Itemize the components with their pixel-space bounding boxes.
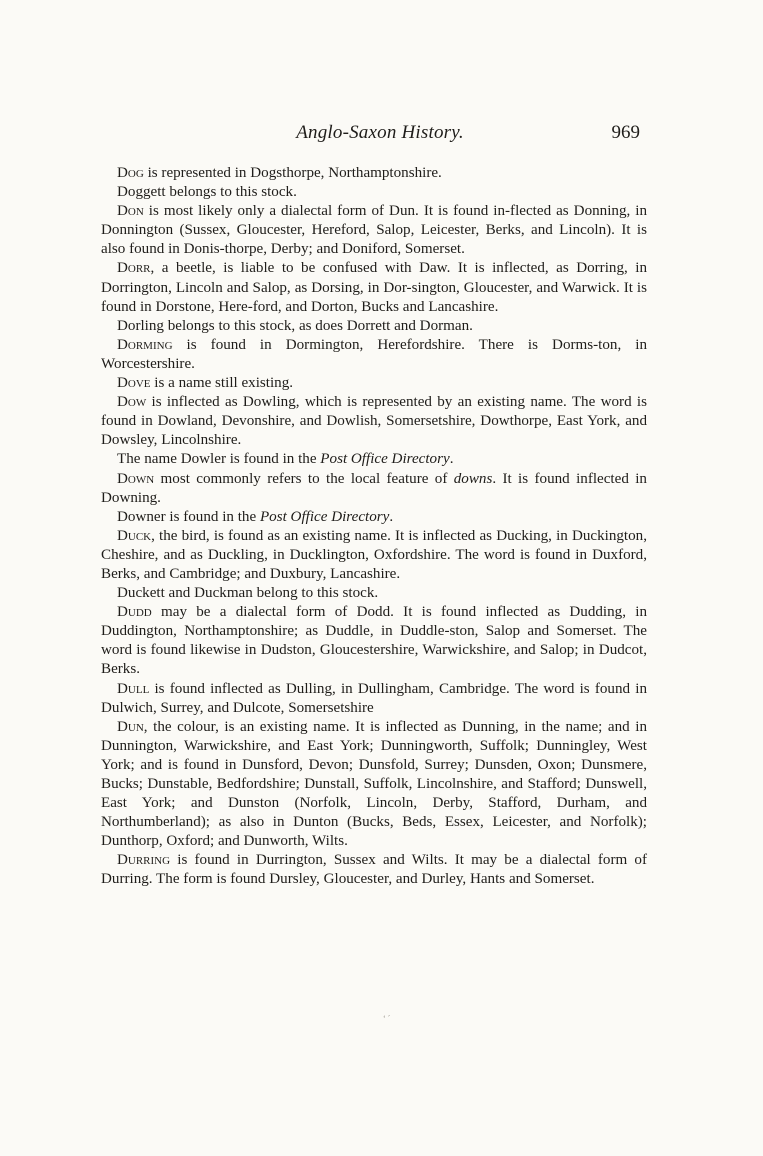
paragraph <box>101 374 647 393</box>
paragraph <box>101 183 647 202</box>
entry-headword: Durring <box>117 852 171 869</box>
paragraph <box>101 164 647 183</box>
paragraph <box>101 450 647 469</box>
paragraph <box>101 718 647 852</box>
paragraph-text: is found in Durrington, Sussex and Wilts. It may be a dialectal form of Durring. The form is found Dursley, Gloucester, and Durley, Hants and Somerset. <box>101 852 647 888</box>
body-text <box>101 164 647 890</box>
entry-headword: Dull <box>117 680 150 697</box>
paragraph <box>101 851 647 889</box>
italic-title: Post Office Directory <box>259 508 390 525</box>
paragraph <box>101 336 647 374</box>
paragraph-text: is found inflected as Dulling, in Dullingham, Cambridge. The word is found in Dulwich, Surrey, and Dulcote, Somersetshire <box>101 680 647 716</box>
entry-headword: Dove <box>117 375 151 392</box>
paragraph-text: Doggett belongs to this stock. <box>117 184 297 201</box>
entry-headword: Dog <box>117 165 144 181</box>
paragraph-text-tail: . It is found inflected in Downing. <box>101 470 647 506</box>
paragraph <box>101 680 647 718</box>
paragraph <box>101 508 647 527</box>
printing-speck: ʻ ˊ <box>383 1014 391 1023</box>
paragraph <box>101 259 647 316</box>
paragraph-text: is inflected as Dowling, which is represented by an existing name. The word is found in Dowland, Devonshire, and Dowlish, Somersetshire, Dowthorpe, East York, and Dowsley, Lincolnshire. <box>101 394 647 449</box>
paragraph <box>101 527 647 584</box>
paragraph-text: most commonly refers to the local feature of <box>154 470 454 487</box>
paragraph <box>101 584 647 603</box>
running-head <box>100 122 660 150</box>
entry-headword: Don <box>117 203 144 220</box>
paragraph-text-tail: . <box>449 451 454 468</box>
paragraph-text: Duckett and Duckman belong to this stock. <box>117 585 379 602</box>
entry-headword: Duck <box>117 527 152 544</box>
paragraph-text: Downer is found in the <box>117 508 260 525</box>
paragraph <box>101 317 647 336</box>
entry-headword: Dun <box>117 718 144 735</box>
paragraph <box>101 470 647 508</box>
italic-word: downs <box>453 470 493 487</box>
entry-headword: Dorming <box>117 336 173 353</box>
entry-headword: Dorr <box>117 260 151 277</box>
page-header-title: Anglo-Saxon History. <box>296 122 464 143</box>
paragraph-text: The name Dowler is found in the <box>117 451 321 468</box>
paragraph-text: Dorling belongs to this stock, as does Dorrett and Dorman. <box>117 317 473 334</box>
paragraph-text: , the bird, is found as an existing name. It is inflected as Ducking, in Duckington, Cheshire, and as Duckling, in Ducklington, Oxfordshire. The word is found in Duxford, Berks, and Cambridge; and Duxbury, Lancashire. <box>101 527 647 582</box>
italic-title: Post Office Directory <box>320 451 450 468</box>
page-number: 969 <box>611 122 640 143</box>
entry-headword: Dudd <box>117 604 152 621</box>
paragraph-text: may be a dialectal form of Dodd. It is found inflected as Dudding, in Duddington, Northamptonshire; as Duddle, in Duddle-ston, Salop and Somerset. The word is found likewise in Dudston, Gloucestershire, Warwickshire, and Salop; in Dudcot, Berks. <box>101 604 647 678</box>
paragraph-text: , the colour, is an existing name. It is inflected as Dunning, in the name; and in Dunnington, Warwickshire, and East York; Dunningworth, Suffolk; Dunningley, West York; and is found in Dunsford, Devon; Dunsfold, Surrey; Dunsden, Oxon; Dunsmere, Bucks; Dunstable, Bedfordshire; Dunstall, Suffolk, Lincolnshire, and Stafford; Dunswell, East York; and Dunston (Norfolk, Lincoln, Derby, Stafford, Durham, and Northumberland); as also in Dunton (Bucks, Beds, Essex, Leicester, and Norfolk); Dunthorp, Oxford; and Dunworth, Wilts. <box>101 718 647 850</box>
paragraph <box>101 603 647 679</box>
paragraph-text: , a beetle, is liable to be confused with Daw. It is inflected, as Dorring, in Dorrington, Lincoln and Salop, as Dorsing, in Dor-sington, Gloucester, and Warwick. It is found in Dorstone, Here-ford, and Dorton, Bucks and Lancashire. <box>101 260 647 315</box>
entry-headword: Dow <box>117 394 147 411</box>
paragraph-text-tail: . <box>389 508 394 525</box>
entry-headword: Down <box>117 470 155 487</box>
paragraph-text: is represented in Dogsthorpe, Northamptonshire. <box>143 165 442 181</box>
paragraph-text: is found in Dormington, Herefordshire. There is Dorms-ton, in Worcestershire. <box>101 336 647 372</box>
paragraph <box>101 393 647 450</box>
paragraph-text: is a name still existing. <box>150 375 294 392</box>
paragraph-text: is most likely only a dialectal form of Dun. It is found in-flected as Donning, in Donnington (Sussex, Gloucester, Hereford, Salop, Leicester, Berks, and Lincoln). It is also found in Donis-thorpe, Derby; and Doniford, Somerset. <box>101 203 647 258</box>
paragraph <box>101 202 647 259</box>
